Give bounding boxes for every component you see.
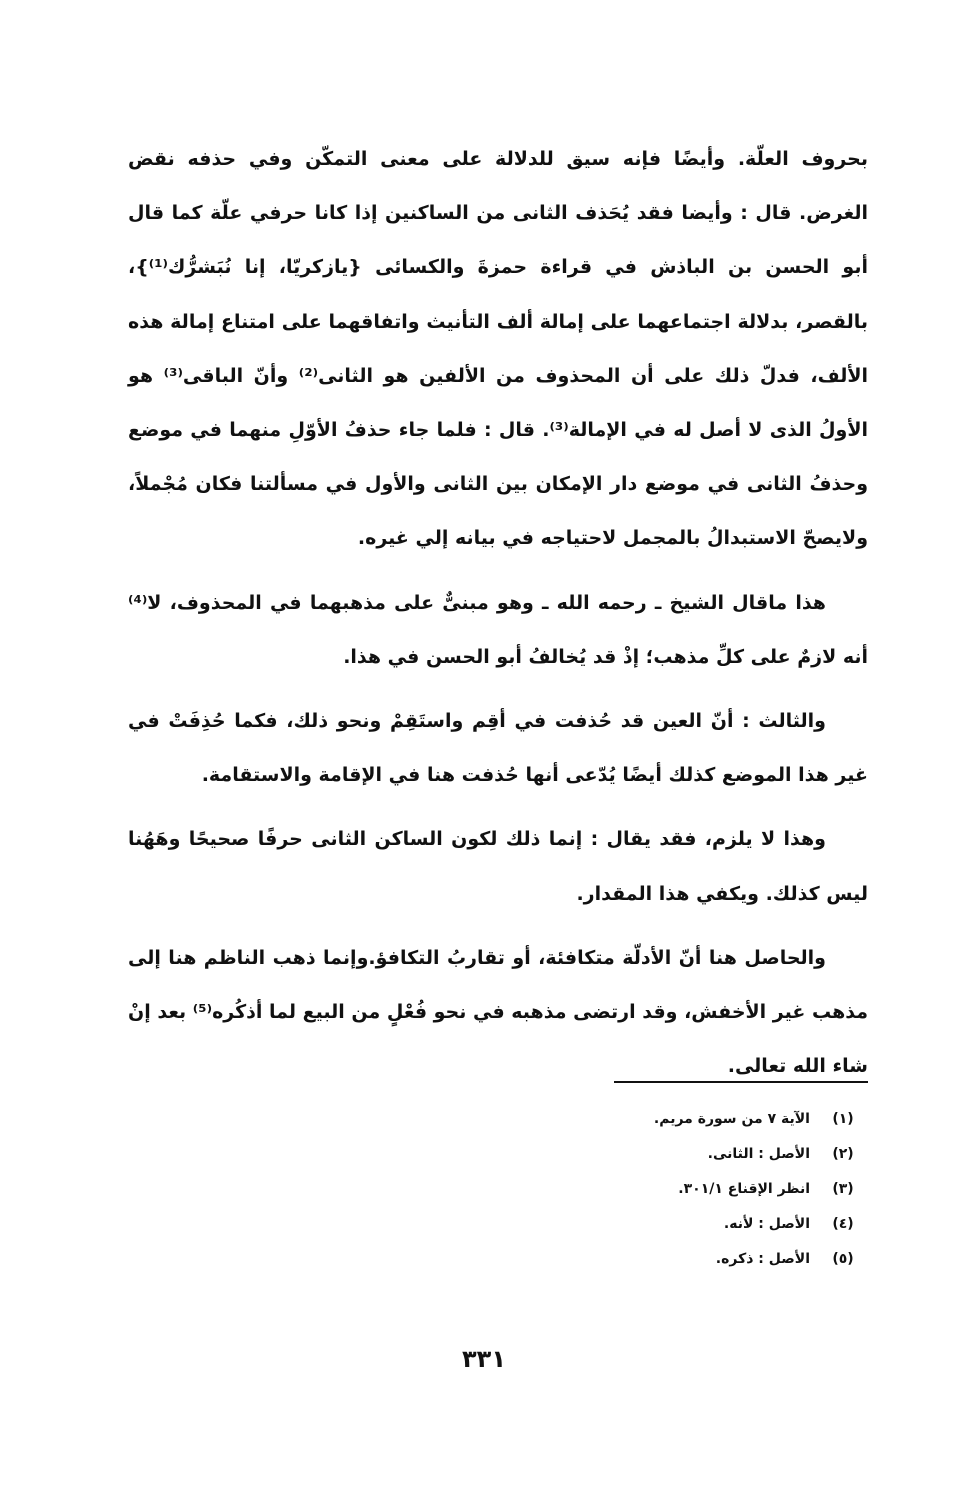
footnote-2 [500,1137,868,1172]
footnote-text: الأصل : ذكره. [715,1251,810,1267]
footnote-text: الآية ٧ من سورة مريم. [653,1111,810,1127]
footnote-number: (٣) [832,1181,854,1197]
paragraph-5: والحاصل هنا أنّ الأدلّة متكافئة، أو تقاربُ التكافؤ.وإنما ذهب الناظم هنا إلى مذهب غير الأخفش، وقد ارتضى مذهبه في نحو فُعْلٍ من البيع لما أذكُره⁽⁵⁾ بعد إنْ شاء الله تعالى. [128,946,868,1078]
page-number: ٣٣١ [462,1345,506,1373]
footnotes [500,1102,868,1277]
footnote-1 [500,1102,868,1137]
footnote-3 [500,1172,868,1207]
footnote-number: (١) [832,1111,854,1127]
footnote-text: انظر الإقناع ٣٠١/١. [678,1181,810,1197]
footnote-4 [500,1207,868,1242]
footnote-divider [614,1081,868,1083]
paragraph-4: وهذا لا يلزم، فقد يقال : إنما ذلك لكون الساكن الثانى حرفًا صحيحًا وهَهُنا ليس كذلك. ويكفي هذا المقدار. [128,828,868,905]
footnote-number: (٥) [832,1251,854,1267]
paragraph-1: بحروف العلّة. وأيضًا فإنه سيق للدلالة على معنى التمكّن وفي حذفه نقض الغرض. قال : وأيضا فقد يُحَذف الثانى من الساكنين إذا كانا حرفي علّة كما قال أبو الحسن بن الباذش في قراءة حمزةَ والكسائى {يازكريّا، إنا نُبَشرُّك⁽¹⁾}، بالقصر، بدلالة اجتماعهما على إمالة ألف التأنيث واتفاقهما على امتناع إمالة هذه الألف، فدلّ ذلك على أن المحذوف من الألفين هو الثانى⁽²⁾ وأنّ الباقى⁽³⁾ هو الأولُ الذى لا أصل له في الإمالة⁽³⁾. قال : فلما جاء حذفُ الأوّلِ منهما في موضع وحذفُ الثانى في موضع دار الإمكان بين الثانى والأول في مسألتنا فكان مُجْملاً، ولايصحّ الاستبدالُ بالمجمل لاحتياجه في بيانه إلي غيره. [128,148,868,550]
paragraph-3: والثالث : أنّ العين قد حُذفت في أقِم واستَقِمْ ونحو ذلك، فكما حُذِفَتْ في غير هذا الموضع كذلك أيضًا يُدّعى أنها حُذفت هنا في الإقامة والاستقامة. [128,710,868,787]
main-text [128,132,868,1093]
footnote-text: الأصل : لأنه. [723,1216,810,1232]
footnote-text: الأصل : الثانى. [707,1146,810,1162]
paragraph-2: هذا ماقال الشيخ ـ رحمه الله ـ وهو مبنىٌّ على مذهبهما في المحذوف، لا⁽⁴⁾ أنه لازمٌ على كلِّ مذهب؛ إذْ قد يُخالفُ أبو الحسن في هذا. [128,591,868,668]
footnote-number: (٤) [832,1216,854,1232]
footnote-number: (٢) [832,1146,854,1162]
footnote-5 [500,1242,868,1277]
